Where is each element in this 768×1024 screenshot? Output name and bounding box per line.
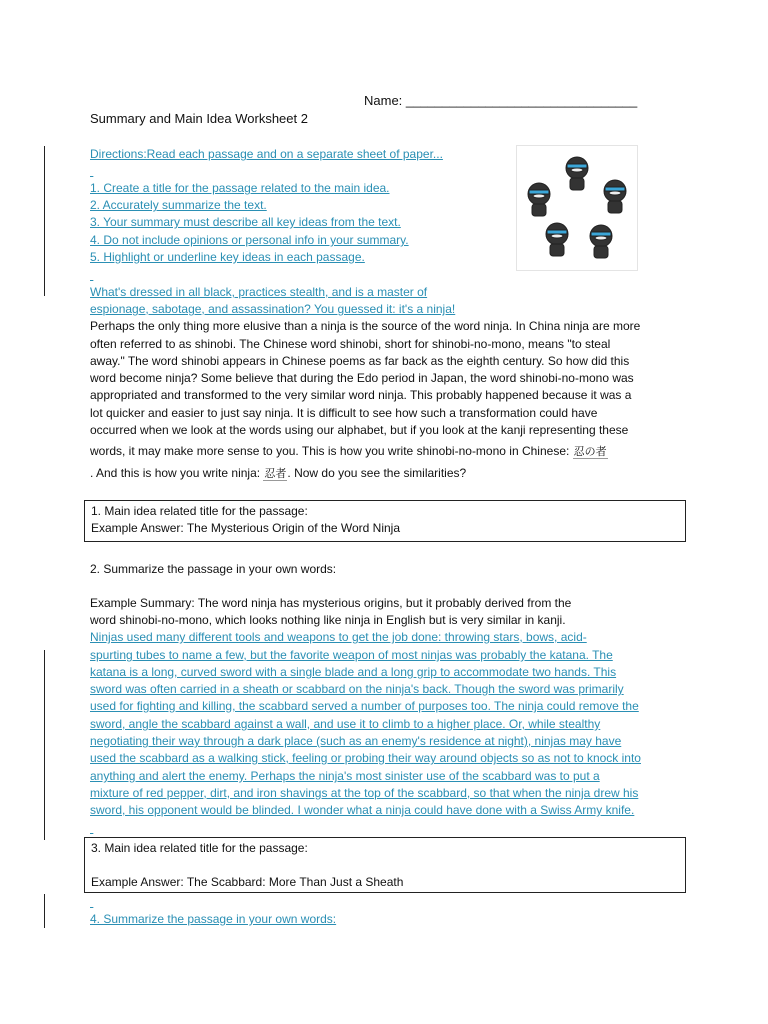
margin-bar-3 [44,894,45,928]
passage-line-text: words, it may make more sense to you. This is how you write shinobi-no-mono in Chinese: [90,444,573,458]
passage-line-text: . And this is how you write ninja: [90,466,264,480]
direction-item: 2. Accurately summarize the text. [90,198,267,212]
box-prompt: 1. Main idea related title for the passage: [91,504,308,518]
passage2-line: used for fighting and killing, the scabbard served a number of purposes too. The ninja could remove the [90,699,639,713]
margin-bar-2 [44,650,45,840]
ninja-icon [528,183,550,216]
passage2-line: sword was often carried in a sheath or scabbard on the ninja's back. Though the sword was primarily [90,682,624,696]
margin-bar-1 [44,146,45,296]
passage2-line: sword, angle the scabbard against a wall, and use it to climb to a higher place. Or, while stealthy [90,717,601,731]
passage2-line: katana is a long, curved sword with a single blade and a long grip to accommodate two hands. This [90,665,617,679]
passage-line: often referred to as shinobi. The Chinese word shinobi, short for shinobi-no-mono, means "to steal [90,337,611,351]
kanji-shinobi-no-mono: 忍の者 [573,445,607,458]
spacer-mark [90,267,93,284]
directions-heading: Directions:Read each passage and on a separate sheet of paper... [90,147,443,161]
spacer-mark [90,894,93,911]
passage2-line: used the scabbard as a walking stick, feeling or probing their way around objects so as not to knock into [90,751,641,765]
ninja-icon [546,223,568,256]
ninja-group-illustration [516,145,638,271]
ninja-icon [590,225,612,258]
passage-line: occurred when we look at the words using our alphabet, but if you look at the kanji representing these [90,423,629,437]
worksheet-title: Summary and Main Idea Worksheet 2 [90,111,308,126]
passage-line-kanji [90,465,466,482]
summary-prompt: 2. Summarize the passage in your own words: [90,562,337,576]
passage-intro-line: What's dressed in all black, practices stealth, and is a master of [90,285,428,299]
passage2-line: negotiating their way through a dark place (such as an enemy's residence at night), ninjas may have [90,734,622,748]
ninja-icon [604,180,626,213]
passage-line-kanji [90,443,608,460]
direction-item: 1. Create a title for the passage related to the main idea. [90,181,390,195]
box-answer: Example Answer: The Scabbard: More Than Just a Sheath [91,875,404,889]
spacer-mark [90,820,93,837]
passage-intro-line: espionage, sabotage, and assassination? You guessed it: it's a ninja! [90,302,456,316]
summary-prompt-4: 4. Summarize the passage in your own words: [90,912,337,926]
passage-line: Perhaps the only thing more elusive than a ninja is the source of the word ninja. In China ninja are more [90,319,641,333]
answer-box-3 [84,837,686,893]
spacer-mark [90,163,93,180]
passage-line: appropriated and transformed to the very similar word ninja. This probably happened because it was a [90,388,632,402]
example-summary-line: Example Summary: The word ninja has mysterious origins, but it probably derived from the [90,596,572,610]
answer-box-1 [84,500,686,542]
passage2-line: mixture of red pepper, dirt, and iron shavings at the top of the scabbard, so that when the ninja drew his [90,786,639,800]
passage-line-text: . Now do you see the similarities? [287,466,467,480]
kanji-ninja: 忍者 [264,467,287,480]
name-field-line: Name: ________________________________ [364,93,638,108]
box-answer: Example Answer: The Mysterious Origin of the Word Ninja [91,521,401,535]
passage2-line: anything and alert the enemy. Perhaps the ninja's most sinister use of the scabbard was to put a [90,769,600,783]
passage2-line: Ninjas used many different tools and weapons to get the job done: throwing stars, bows, acid- [90,630,587,644]
passage2-line: spurting tubes to name a few, but the favorite weapon of most ninjas was probably the katana. The [90,648,613,662]
direction-item: 4. Do not include opinions or personal info in your summary. [90,233,409,247]
direction-item: 3. Your summary must describe all key ideas from the text. [90,215,401,229]
passage-line: lot quicker and easier to just say ninja. It is difficult to see how such a transformation could have [90,406,598,420]
passage-line: word become ninja? Some believe that during the Edo period in Japan, the word shinobi-no-mono was [90,371,634,385]
passage2-line: sword, his opponent would be blinded. I wonder what a ninja could have done with a Swiss Army knife. [90,803,635,817]
direction-item: 5. Highlight or underline key ideas in each passage. [90,250,365,264]
passage-line: away." The word shinobi appears in Chinese poems as far back as the eighth century. So how did this [90,354,630,368]
box-prompt: 3. Main idea related title for the passage: [91,841,308,855]
example-summary-line: word shinobi-no-mono, which looks nothing like ninja in English but is very similar in kanji. [90,613,566,627]
ninja-icon [566,157,588,190]
